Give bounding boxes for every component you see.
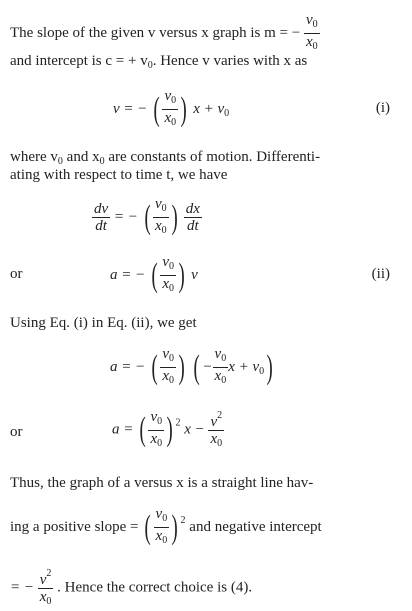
equation-number-1: (i) <box>375 100 390 116</box>
text-line-8: Using Eq. (i) in Eq. (ii), we get <box>10 315 197 331</box>
equation-final: a = ( $\frac{v_0}{x_0}$ ) $^2$ x − $\frac{v^2}{x_0}$ <box>112 408 223 449</box>
text-line-4: where $v_0$ and $x_0$ are constants of motion. Differenti- <box>10 149 321 167</box>
line-2b-text: . Hence v varies with x as <box>152 53 308 69</box>
or-label-2: or <box>10 424 23 440</box>
line-1-text: The slope of the given v versus x graph is m = − <box>10 24 301 41</box>
or-label-1: or <box>10 266 23 282</box>
equation-derivative: $\frac{dv}{dt}$ = − ( $\frac{v_0}{x_0}$ ) $\frac{dx}{dt}$ <box>94 196 200 236</box>
line-2-text: and intercept is c = + v <box>10 53 148 69</box>
equation-substituted: a = − ( $\frac{v_0}{x_0}$ ) ( − $\frac{v_0}{x_0}$ $x + v_0$) <box>110 346 273 386</box>
text-line-13: = − $\frac{v^2}{x_0}$ . Hence the correct choice is (4). <box>10 568 253 607</box>
text-line-2: and intercept is c = + $v_0$. Hence v varies with x as <box>10 53 308 71</box>
equation-1: v = − ( $\frac{v_0}{x_0}$ ) $x + v_0$ <box>113 88 230 128</box>
text-line-1 <box>10 12 320 55</box>
slope-fraction: $\frac{v_0}{x_0}$ <box>305 12 318 52</box>
text-line-12: ing a positive slope = ( $\frac{v_0}{x_0}$ ) $^2$ and negative intercept <box>10 506 322 546</box>
equation-number-2: (ii) <box>371 266 390 282</box>
equation-2: a = − ( $\frac{v_0}{x_0}$ ) v <box>110 254 198 294</box>
text-line-5: ating with respect to time t, we have <box>10 167 228 183</box>
text-line-11: Thus, the graph of a versus x is a straight line hav- <box>10 475 314 491</box>
